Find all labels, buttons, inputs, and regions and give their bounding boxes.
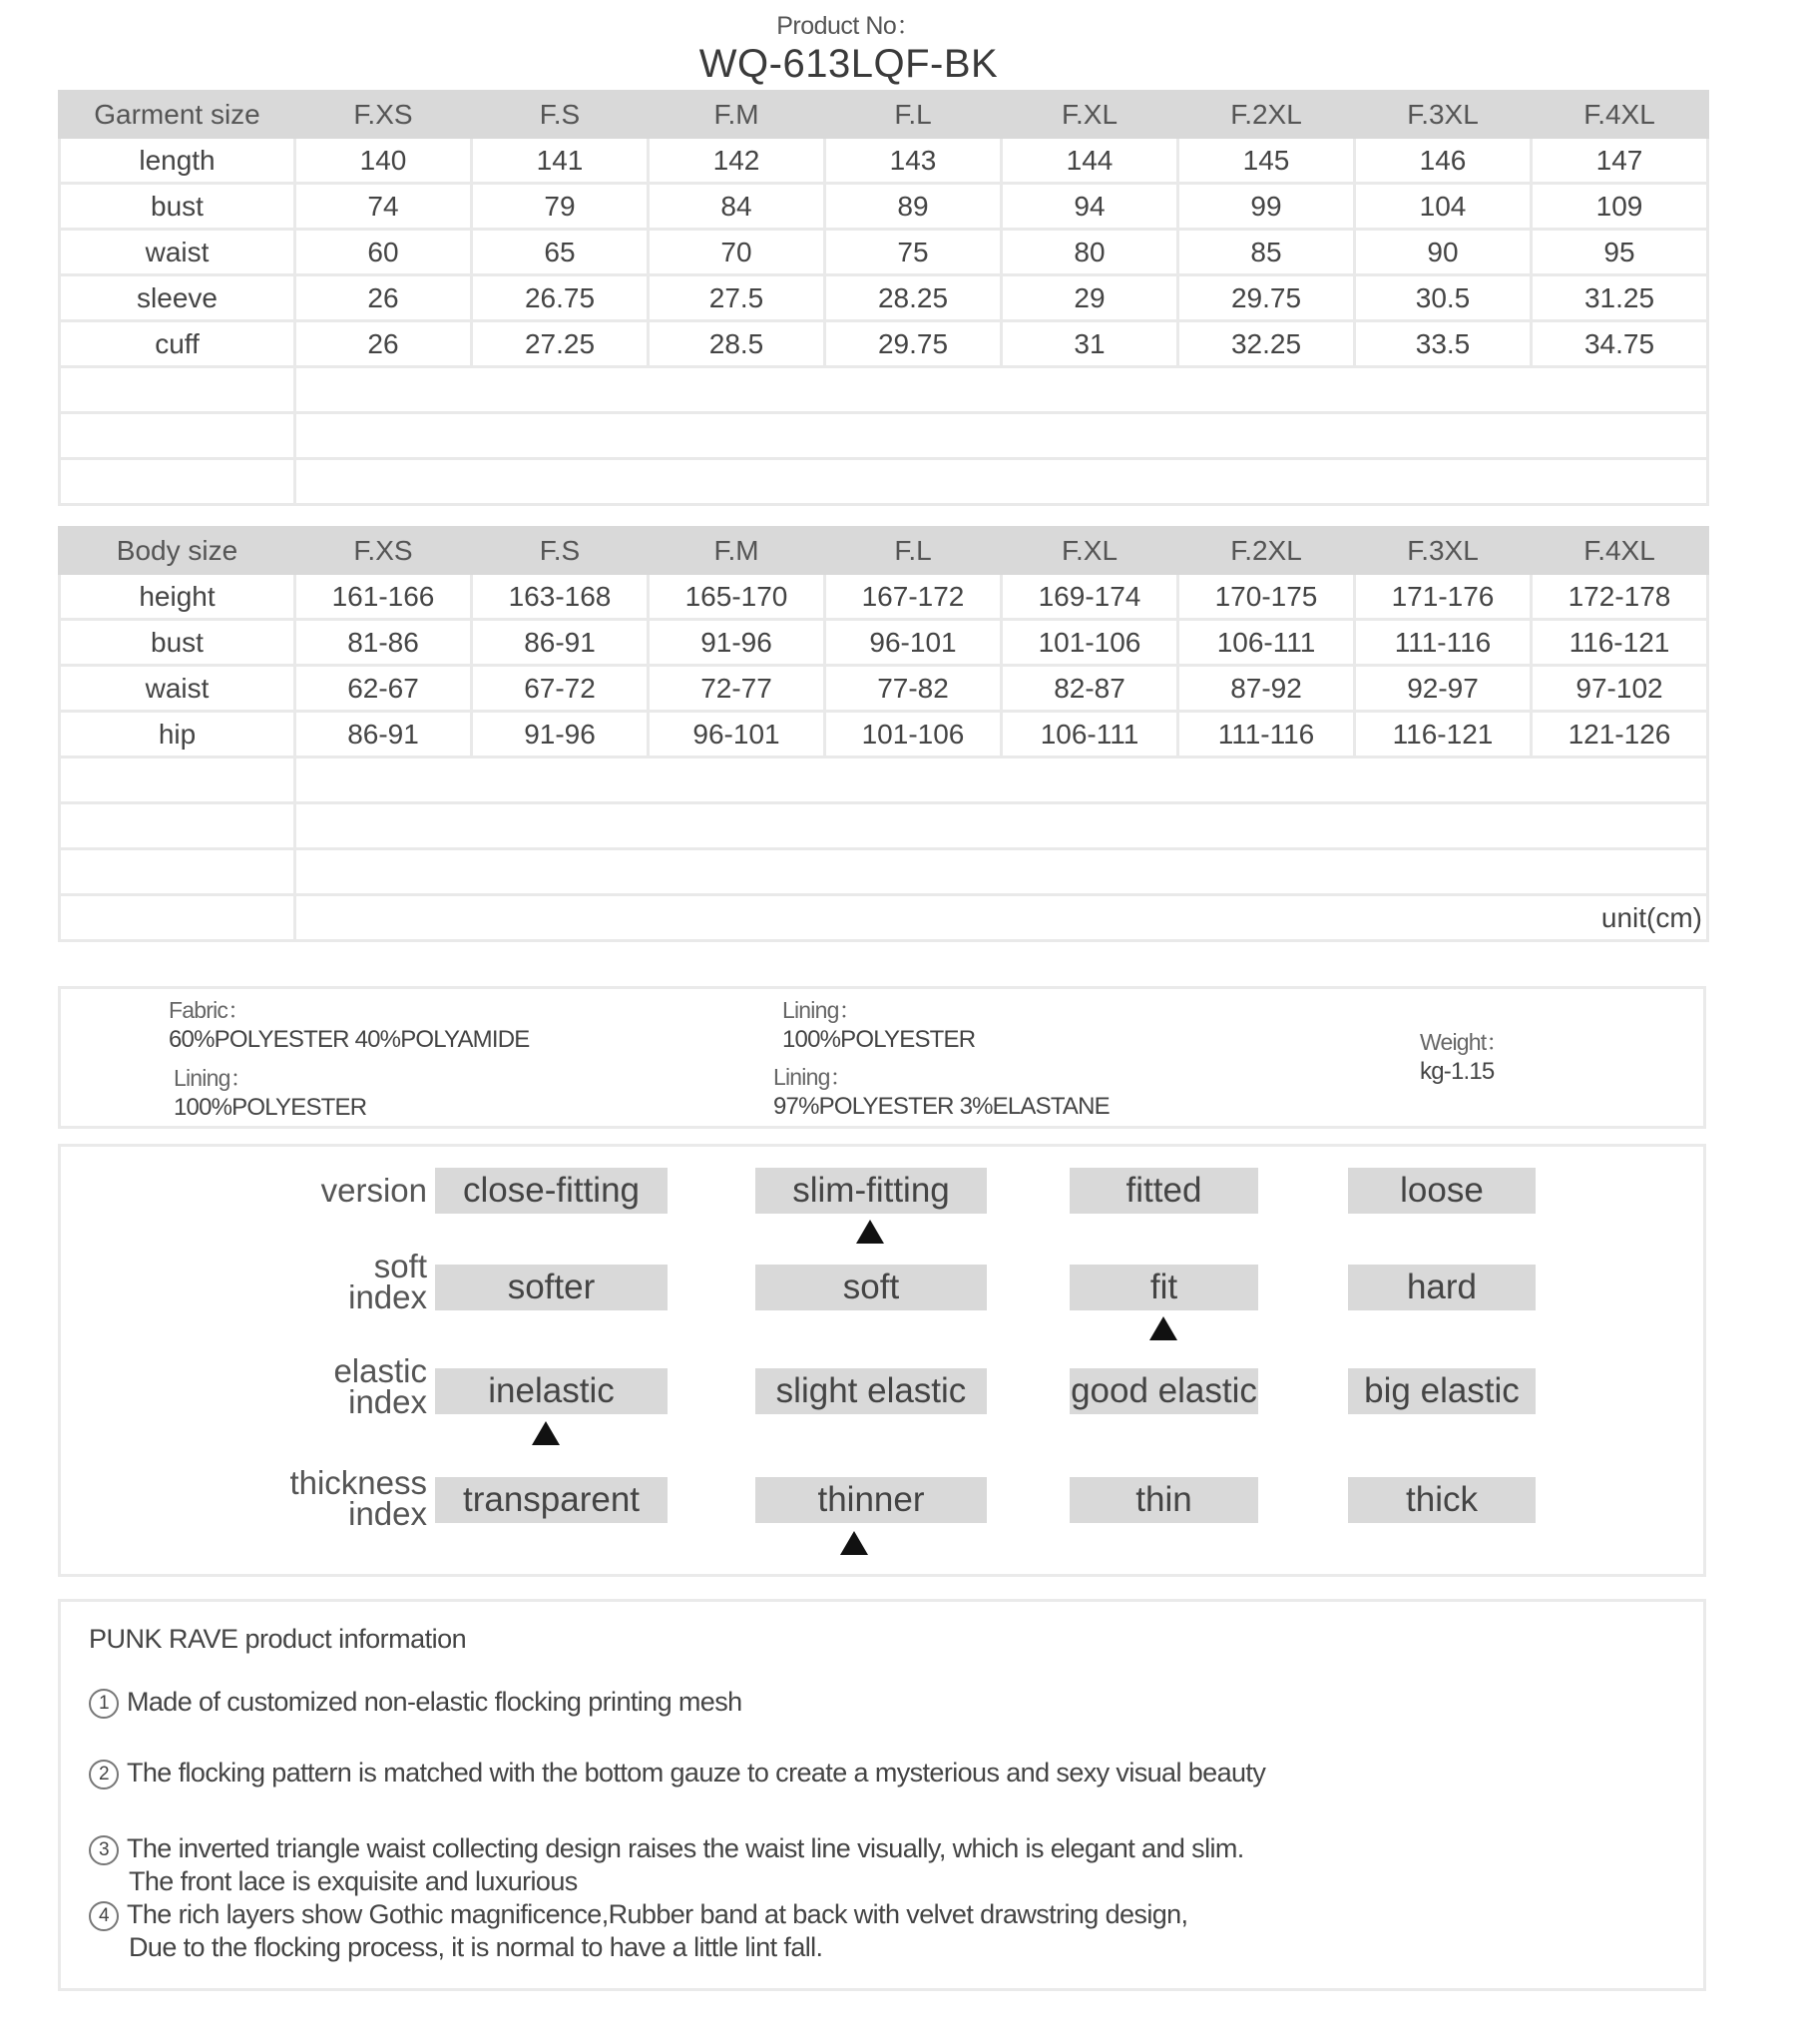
- empty-cell: [60, 367, 295, 413]
- option-thin: thin: [1070, 1477, 1258, 1523]
- header-cell: Body size: [60, 528, 295, 574]
- table-cell: 26: [295, 321, 472, 367]
- body-size-table: [58, 526, 1709, 942]
- empty-cell: [295, 413, 1708, 459]
- empty-cell: [295, 803, 1708, 849]
- header-cell: F.XL: [1002, 528, 1178, 574]
- option-thick: thick: [1348, 1477, 1536, 1523]
- table-cell: 116-121: [1355, 712, 1532, 758]
- empty-cell: [295, 459, 1708, 505]
- table-cell: 31: [1002, 321, 1178, 367]
- option-soft: soft: [755, 1265, 987, 1310]
- table-row: [60, 138, 1708, 184]
- table-cell: 26: [295, 275, 472, 321]
- table-cell: 86-91: [472, 620, 649, 666]
- lining-info: [782, 995, 975, 1055]
- option-transparent: transparent: [435, 1477, 668, 1523]
- empty-row: [60, 459, 1708, 505]
- attribute-label-elastic-index: [227, 1352, 427, 1420]
- lining-label: Lining：: [782, 997, 861, 1023]
- empty-cell: [295, 758, 1708, 803]
- option-slim-fitting: slim-fitting: [755, 1168, 987, 1214]
- unit-row: [60, 895, 1708, 941]
- selected-marker-icon: [856, 1220, 884, 1244]
- materials-box: [58, 986, 1706, 1129]
- row-label: hip: [60, 712, 295, 758]
- fabric-label: Fabric：: [169, 997, 250, 1023]
- header-cell: F.XS: [295, 92, 472, 138]
- table-cell: 147: [1532, 138, 1708, 184]
- table-cell: 91-96: [472, 712, 649, 758]
- selected-marker-icon: [840, 1531, 868, 1555]
- row-label: waist: [60, 666, 295, 712]
- garment-size-table: [58, 90, 1709, 506]
- table-cell: 70: [649, 230, 825, 275]
- table-cell: 171-176: [1355, 574, 1532, 620]
- table-row: [60, 184, 1708, 230]
- table-cell: 96-101: [825, 620, 1002, 666]
- table-cell: 84: [649, 184, 825, 230]
- table-cell: 145: [1178, 138, 1355, 184]
- empty-cell: [60, 459, 295, 505]
- table-cell: 27.5: [649, 275, 825, 321]
- table-header-row: [60, 92, 1708, 138]
- table-cell: 75: [825, 230, 1002, 275]
- info-text-continuation: The front lace is exquisite and luxurious: [129, 1866, 578, 1896]
- empty-cell: [60, 803, 295, 849]
- attribute-label-line: elastic: [333, 1352, 427, 1389]
- empty-cell: [60, 849, 295, 895]
- table-cell: 90: [1355, 230, 1532, 275]
- table-cell: 72-77: [649, 666, 825, 712]
- table-cell: 34.75: [1532, 321, 1708, 367]
- table-cell: 28.25: [825, 275, 1002, 321]
- fabric-value: 60%POLYESTER 40%POLYAMIDE: [169, 1026, 530, 1053]
- lining-label: Lining：: [773, 1064, 852, 1090]
- table-row: [60, 321, 1708, 367]
- table-cell: 29: [1002, 275, 1178, 321]
- row-label: waist: [60, 230, 295, 275]
- header-cell: F.M: [649, 92, 825, 138]
- table-cell: 106-111: [1178, 620, 1355, 666]
- table-cell: 167-172: [825, 574, 1002, 620]
- header-cell: F.4XL: [1532, 528, 1708, 574]
- table-cell: 86-91: [295, 712, 472, 758]
- info-text: The rich layers show Gothic magnificence,Rubber band at back with velvet drawstring design,: [127, 1899, 1188, 1929]
- header-cell: F.XS: [295, 528, 472, 574]
- row-label: sleeve: [60, 275, 295, 321]
- unit-label: unit(cm): [295, 895, 1708, 941]
- table-cell: 101-106: [825, 712, 1002, 758]
- table-cell: 141: [472, 138, 649, 184]
- attribute-label-line: thickness: [289, 1464, 427, 1501]
- selected-marker-icon: [532, 1421, 560, 1445]
- option-big-elastic: big elastic: [1348, 1368, 1536, 1414]
- attribute-index-box: [58, 1144, 1706, 1577]
- table-cell: 29.75: [825, 321, 1002, 367]
- table-row: [60, 620, 1708, 666]
- circled-number: 4: [89, 1901, 119, 1931]
- table-row: [60, 574, 1708, 620]
- attribute-label-line: index: [348, 1278, 427, 1315]
- product-no-label: Product No：: [776, 12, 921, 40]
- table-cell: 170-175: [1178, 574, 1355, 620]
- option-hard: hard: [1348, 1265, 1536, 1310]
- option-loose: loose: [1348, 1168, 1536, 1214]
- weight-label: Weight：: [1420, 1029, 1509, 1055]
- table-cell: 32.25: [1178, 321, 1355, 367]
- table-cell: 169-174: [1002, 574, 1178, 620]
- table-cell: 91-96: [649, 620, 825, 666]
- empty-row: [60, 367, 1708, 413]
- option-slight-elastic: slight elastic: [755, 1368, 987, 1414]
- table-cell: 67-72: [472, 666, 649, 712]
- table-cell: 85: [1178, 230, 1355, 275]
- info-item: [89, 1898, 1187, 1964]
- header-cell: F.2XL: [1178, 528, 1355, 574]
- option-thinner: thinner: [755, 1477, 987, 1523]
- table-cell: 95: [1532, 230, 1708, 275]
- option-good-elastic: good elastic: [1070, 1368, 1258, 1414]
- table-cell: 146: [1355, 138, 1532, 184]
- table-cell: 121-126: [1532, 712, 1708, 758]
- empty-cell: [295, 849, 1708, 895]
- info-text: The inverted triangle waist collecting design raises the waist line visually, which is elegant and slim.: [127, 1833, 1244, 1863]
- header-cell: F.3XL: [1355, 92, 1532, 138]
- header-cell: F.3XL: [1355, 528, 1532, 574]
- attribute-label-line: index: [348, 1495, 427, 1532]
- table-cell: 165-170: [649, 574, 825, 620]
- table-row: [60, 275, 1708, 321]
- table-cell: 142: [649, 138, 825, 184]
- table-cell: 74: [295, 184, 472, 230]
- table-row: [60, 666, 1708, 712]
- header-cell: F.M: [649, 528, 825, 574]
- attribute-label-version: [227, 1172, 427, 1209]
- table-cell: 26.75: [472, 275, 649, 321]
- table-cell: 96-101: [649, 712, 825, 758]
- row-label: height: [60, 574, 295, 620]
- empty-cell: [295, 367, 1708, 413]
- table-header-row: [60, 528, 1708, 574]
- table-cell: 106-111: [1002, 712, 1178, 758]
- title-block: [0, 6, 1797, 87]
- circled-number: 1: [89, 1689, 119, 1719]
- header-cell: F.4XL: [1532, 92, 1708, 138]
- info-text: The flocking pattern is matched with the bottom gauze to create a mysterious and sexy visual beauty: [127, 1758, 1266, 1788]
- table-cell: 101-106: [1002, 620, 1178, 666]
- attribute-label-soft-index: [227, 1248, 427, 1315]
- circled-number: 2: [89, 1760, 119, 1789]
- option-fit: fit: [1070, 1265, 1258, 1310]
- weight-value: kg-1.15: [1420, 1058, 1495, 1085]
- table-cell: 104: [1355, 184, 1532, 230]
- table-cell: 97-102: [1532, 666, 1708, 712]
- info-item: [89, 1686, 742, 1719]
- table-cell: 143: [825, 138, 1002, 184]
- table-cell: 31.25: [1532, 275, 1708, 321]
- empty-row: [60, 803, 1708, 849]
- table-cell: 82-87: [1002, 666, 1178, 712]
- info-title: PUNK RAVE product information: [89, 1624, 467, 1654]
- product-info-box: [58, 1599, 1706, 1991]
- table-cell: 161-166: [295, 574, 472, 620]
- attribute-label-line: soft: [373, 1248, 427, 1284]
- table-cell: 77-82: [825, 666, 1002, 712]
- table-cell: 111-116: [1178, 712, 1355, 758]
- empty-cell: [60, 413, 295, 459]
- info-item: [89, 1757, 1265, 1789]
- table-cell: 80: [1002, 230, 1178, 275]
- info-item: [89, 1832, 1244, 1898]
- selected-marker-icon: [1149, 1316, 1177, 1340]
- info-text: Made of customized non-elastic flocking printing mesh: [127, 1687, 742, 1717]
- lining-label: Lining：: [174, 1065, 252, 1091]
- header-cell: F.XL: [1002, 92, 1178, 138]
- row-label: bust: [60, 184, 295, 230]
- weight-info: [1420, 1027, 1509, 1087]
- table-cell: 87-92: [1178, 666, 1355, 712]
- table-cell: 99: [1178, 184, 1355, 230]
- table-cell: 27.25: [472, 321, 649, 367]
- option-inelastic: inelastic: [435, 1368, 668, 1414]
- table-cell: 163-168: [472, 574, 649, 620]
- empty-row: [60, 849, 1708, 895]
- header-cell: Garment size: [60, 92, 295, 138]
- table-cell: 79: [472, 184, 649, 230]
- attribute-label-line: version: [320, 1172, 427, 1209]
- lining-value: 100%POLYESTER: [782, 1026, 976, 1053]
- table-cell: 62-67: [295, 666, 472, 712]
- table-cell: 28.5: [649, 321, 825, 367]
- option-softer: softer: [435, 1265, 668, 1310]
- table-cell: 109: [1532, 184, 1708, 230]
- info-text-continuation: Due to the flocking process, it is normal to have a little lint fall.: [129, 1932, 823, 1962]
- empty-cell: [60, 758, 295, 803]
- table-cell: 92-97: [1355, 666, 1532, 712]
- header-cell: F.S: [472, 92, 649, 138]
- row-label: cuff: [60, 321, 295, 367]
- table-cell: 172-178: [1532, 574, 1708, 620]
- table-cell: 81-86: [295, 620, 472, 666]
- lining-info: [174, 1063, 366, 1123]
- option-close-fitting: close-fitting: [435, 1168, 668, 1214]
- table-cell: 89: [825, 184, 1002, 230]
- table-cell: 65: [472, 230, 649, 275]
- empty-row: [60, 413, 1708, 459]
- table-cell: 29.75: [1178, 275, 1355, 321]
- table-row: [60, 230, 1708, 275]
- row-label: bust: [60, 620, 295, 666]
- table-cell: 144: [1002, 138, 1178, 184]
- table-cell: 116-121: [1532, 620, 1708, 666]
- header-cell: F.S: [472, 528, 649, 574]
- lining-info: [773, 1062, 1110, 1122]
- attribute-label-line: index: [348, 1383, 427, 1420]
- attribute-label-thickness-index: [227, 1464, 427, 1532]
- empty-cell: [60, 895, 295, 941]
- row-label: length: [60, 138, 295, 184]
- circled-number: 3: [89, 1835, 119, 1865]
- table-cell: 30.5: [1355, 275, 1532, 321]
- option-fitted: fitted: [1070, 1168, 1258, 1214]
- table-cell: 140: [295, 138, 472, 184]
- lining-value: 97%POLYESTER 3%ELASTANE: [773, 1093, 1110, 1120]
- table-cell: 33.5: [1355, 321, 1532, 367]
- header-cell: F.L: [825, 528, 1002, 574]
- header-cell: F.2XL: [1178, 92, 1355, 138]
- table-cell: 60: [295, 230, 472, 275]
- empty-row: [60, 758, 1708, 803]
- table-cell: 111-116: [1355, 620, 1532, 666]
- header-cell: F.L: [825, 92, 1002, 138]
- table-cell: 94: [1002, 184, 1178, 230]
- product-no: WQ-613LQF-BK: [698, 42, 999, 86]
- table-row: [60, 712, 1708, 758]
- fabric-info: [169, 995, 529, 1055]
- lining-value: 100%POLYESTER: [174, 1094, 367, 1121]
